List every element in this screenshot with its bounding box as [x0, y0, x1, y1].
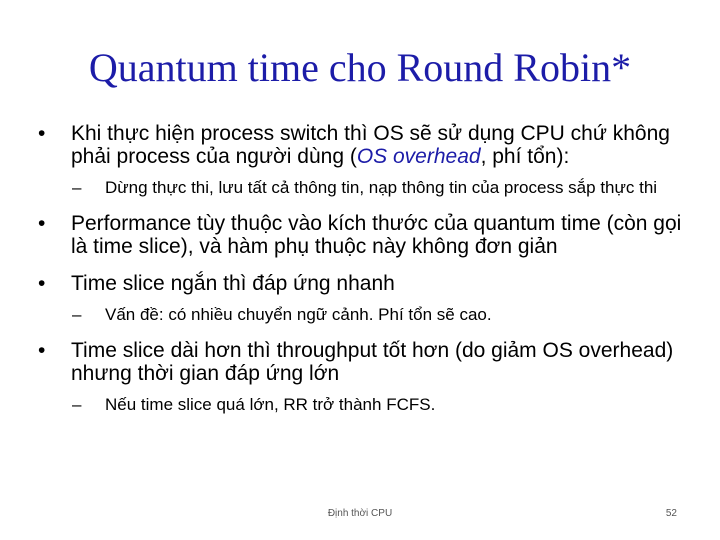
page-number: 52	[665, 508, 677, 519]
footer-label: Định thời CPU	[327, 508, 393, 519]
bullet-3-text: Time slice ngắn thì đáp ứng nhanh	[71, 272, 395, 295]
bullet-3	[28, 272, 688, 295]
dash-icon: –	[72, 178, 82, 197]
sub-bullet-1	[28, 178, 688, 198]
dash-icon: –	[72, 305, 82, 324]
bullet-1-emphasis: OS overhead	[356, 145, 481, 168]
bullet-1-text-before: Khi thực hiện process switch thì OS sẽ sử dụng CPU chứ không phải process của người dùng (	[71, 122, 670, 168]
slide-content	[28, 122, 688, 429]
bullet-dot-icon: •	[38, 339, 46, 362]
sub-bullet-1-text: Dừng thực thi, lưu tất cả thông tin, nạp thông tin của process sắp thực thi	[105, 178, 658, 197]
sub-bullet-3-text: Vấn đề: có nhiều chuyển ngữ cảnh. Phí tổn sẽ cao.	[105, 305, 492, 324]
dash-icon: –	[72, 395, 82, 414]
bullet-4-text: Time slice dài hơn thì throughput tốt hơn (do giảm OS overhead) nhưng thời gian đáp ứng lớn	[71, 339, 674, 385]
bullet-2-text: Performance tùy thuộc vào kích thước của quantum time (còn gọi là time slice), và hàm phụ thuộc này không đơn giản	[71, 212, 682, 258]
bullet-dot-icon: •	[38, 272, 46, 295]
bullet-1-text-after: , phí tổn):	[480, 145, 570, 168]
sub-bullet-4-text: Nếu time slice quá lớn, RR trở thành FCFS.	[105, 395, 436, 414]
bullet-4	[28, 339, 688, 385]
bullet-1	[28, 122, 688, 168]
sub-bullet-3	[28, 305, 688, 325]
bullet-dot-icon: •	[38, 122, 46, 145]
bullet-dot-icon: •	[38, 212, 46, 235]
sub-bullet-4	[28, 395, 688, 415]
slide-title: Quantum time cho Round Robin*	[88, 45, 632, 90]
bullet-2	[28, 212, 688, 258]
